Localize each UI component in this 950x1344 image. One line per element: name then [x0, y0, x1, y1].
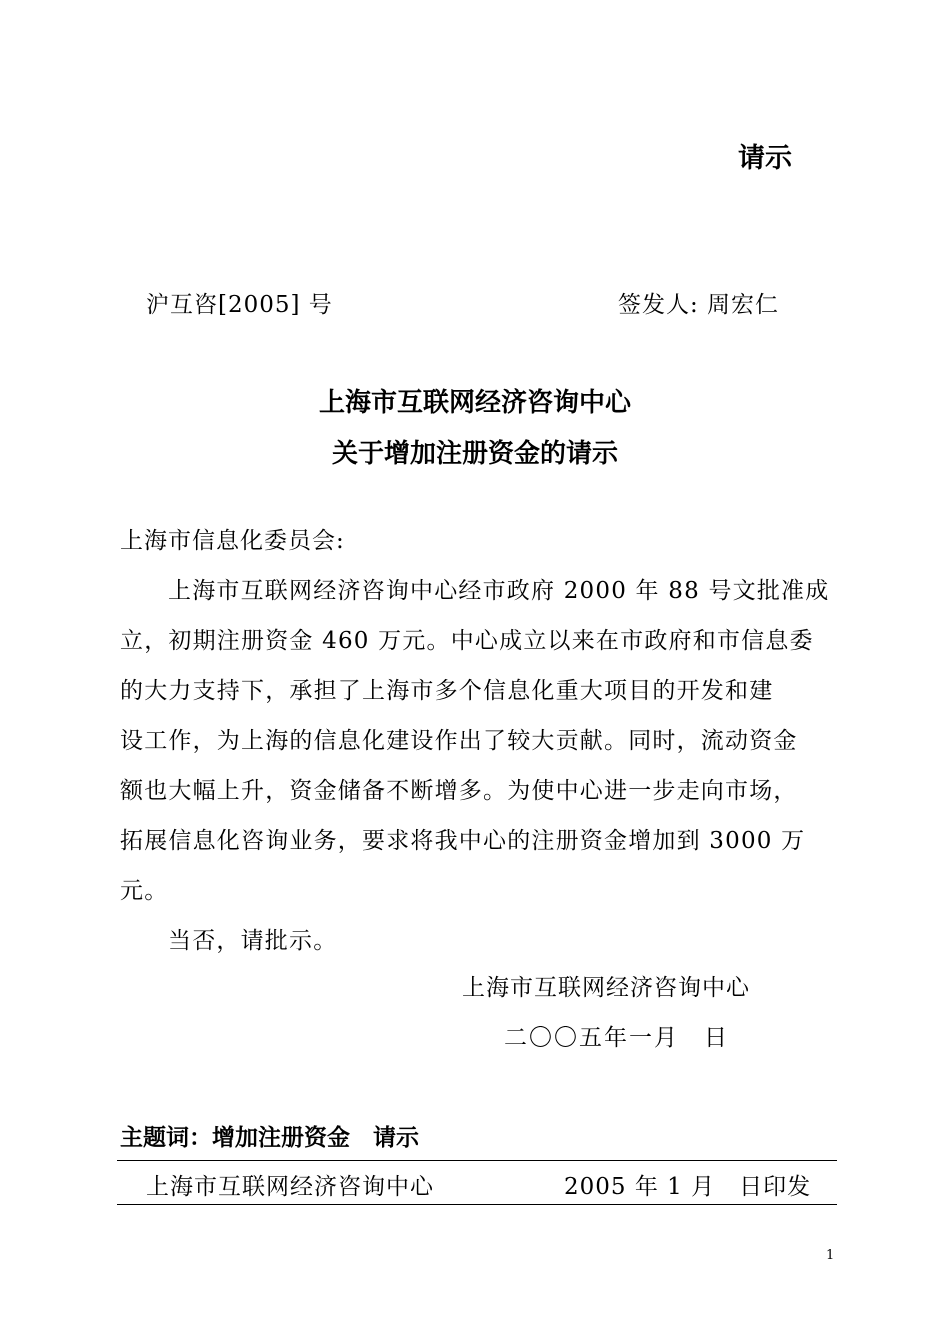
signer-label: 签发人: 周宏仁 — [618, 292, 780, 318]
document-type-heading: 请示 — [738, 143, 792, 174]
footer-top-divider — [117, 1160, 837, 1161]
page-number: 1 — [826, 1248, 835, 1263]
subject-keywords: 主题词：增加注册资金 请示 — [120, 1125, 419, 1151]
body-line: 拓展信息化咨询业务，要求将我中心的注册资金增加到 3000 万 — [120, 828, 806, 854]
body-line: 的大力支持下，承担了上海市多个信息化重大项目的开发和建 — [120, 678, 774, 704]
body-line: 上海市互联网经济咨询中心经市政府 2000 年 88 号文批准成 — [168, 578, 830, 604]
footer-issue-date: 2005 年 1 月 日印发 — [564, 1174, 812, 1200]
document-title-line-2: 关于增加注册资金的请示 — [331, 439, 618, 469]
document-title-line-1: 上海市互联网经济咨询中心 — [318, 388, 631, 418]
signature-organization: 上海市互联网经济咨询中心 — [462, 975, 750, 1001]
body-line: 额也大幅上升，资金储备不断增多。为使中心进一步走向市场， — [120, 778, 798, 804]
signature-date: 二〇〇五年一月 日 — [504, 1025, 729, 1051]
body-line: 立，初期注册资金 460 万元。中心成立以来在市政府和市信息委 — [120, 628, 814, 654]
document-number: 沪互咨[2005] 号 — [146, 292, 333, 318]
body-line: 设工作，为上海的信息化建设作出了较大贡献。同时，流动资金 — [120, 728, 798, 754]
recipient: 上海市信息化委员会: — [120, 528, 345, 554]
footer-organization: 上海市互联网经济咨询中心 — [146, 1174, 434, 1200]
closing-line: 当否，请批示。 — [168, 928, 338, 954]
body-line: 元。 — [120, 878, 169, 904]
footer-bottom-divider — [117, 1204, 837, 1205]
